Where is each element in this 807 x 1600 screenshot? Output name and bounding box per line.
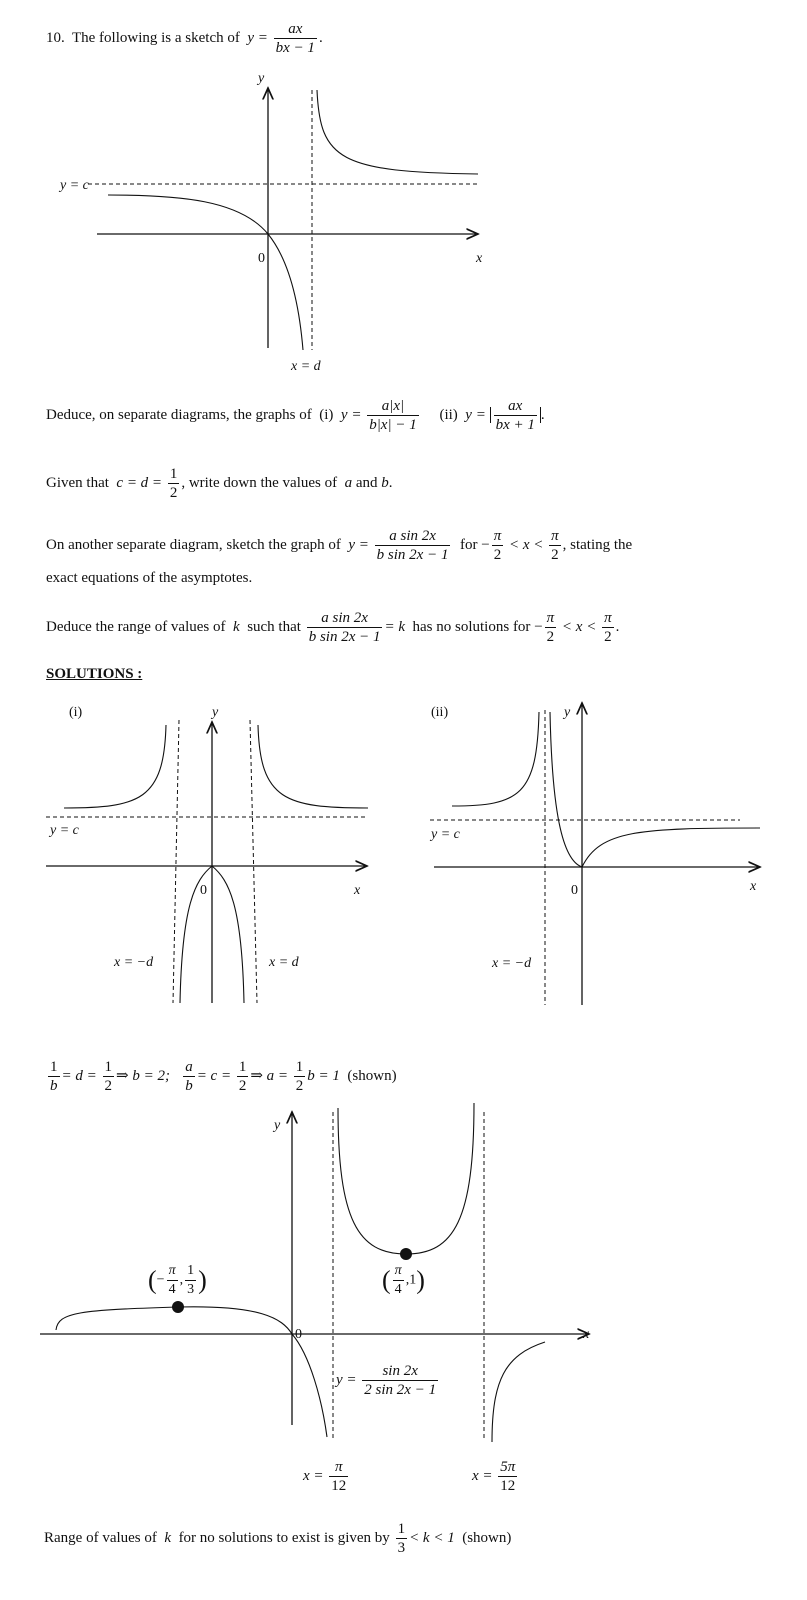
shown-tag: (shown) [347,1067,397,1084]
shown-tag: (shown) [462,1529,512,1546]
fraction-numerator: a sin 2x [307,609,383,628]
graph-i-label: (i) [69,705,83,720]
fraction-numerator: 1 [295,1059,304,1075]
result-a-value: b = 1 [307,1067,340,1084]
fraction-denominator: 2 [551,547,559,563]
y-axis-label: y [212,705,219,720]
period: . [318,29,323,46]
sketch-text-b: , stating the [562,536,633,553]
v-asymptote-label: x = d [291,359,321,374]
fraction-denominator: 2 [295,1078,304,1094]
fraction-numerator: π [551,528,559,544]
var-k: k [233,618,240,635]
fraction-denominator: b [185,1078,193,1094]
result-a: ⇒ a = [250,1067,289,1084]
fraction-numerator: π [329,1458,348,1477]
sketch-eq-y: y = [348,536,369,553]
part-ii-eq-y: y = [465,406,486,423]
point-left-label: (− $\frac{\pi}{4}$ , $\frac{1}{3}$ ) [148,1263,207,1297]
h-asymptote-label: y = c [60,178,89,193]
y-axis-label: y [258,71,265,86]
equals-c: = c = [196,1067,232,1084]
period: . [540,406,545,423]
fraction-denominator: b [50,1078,58,1094]
period: . [388,474,393,491]
question-number: 10. [46,29,65,46]
fraction-denominator: b sin 2x − 1 [376,547,449,563]
y-axis-label: y [274,1118,281,1133]
equals-d: = d = [61,1067,97,1084]
pi-over-4 [167,1262,178,1299]
fraction-numerator: a [185,1059,193,1075]
x-axis-label: x [476,251,483,266]
fraction-denominator: bx + 1 [495,417,535,433]
part-i-label: (i) [319,406,334,423]
h-asymptote-label: y = c [50,823,79,838]
asymptote-1-label [303,1458,350,1495]
curve-fraction [362,1362,438,1399]
question-intro: The following is a sketch of [71,29,240,46]
sketch-line-2: exact equations of the asymptotes. [46,570,253,586]
fraction-numerator: 1 [169,466,178,482]
range-text-c: has no solutions for [412,618,531,635]
fraction-denominator: b|x| − 1 [369,417,417,433]
fraction-denominator: 2 [604,629,612,645]
fraction-numerator: ax [274,20,317,39]
right-branch [492,1342,545,1442]
deduce-text: Deduce, on separate diagrams, the graphs of [46,406,312,423]
middle-branch [338,1103,474,1254]
fraction-numerator: a|x| [367,397,419,416]
origin-label: 0 [295,1327,302,1342]
fraction-denominator: 2 sin 2x − 1 [364,1382,437,1398]
part-ii-label: (ii) [439,406,458,423]
fraction-numerator: 5π [500,1459,516,1475]
point-middle-label: ( $\frac{\pi}{4}$ ,1) [382,1263,425,1297]
graph-ii-label: (ii) [431,705,449,720]
equals-k: = k [384,618,406,635]
fraction-numerator: 1 [185,1262,196,1281]
fraction-denominator: 3 [187,1282,195,1297]
fraction-denominator: 2 [546,629,555,645]
minus-sign: − [534,618,543,635]
curve-eq-y: y = [336,1371,357,1388]
given-condition: c = d = [116,474,163,491]
left-asymptote-label: x = −d [114,955,154,970]
fraction-denominator: 3 [397,1540,406,1556]
minus-sign: − [481,536,490,553]
part-i-eq-y: y = [340,406,362,423]
fraction-denominator: bx − 1 [275,40,315,56]
fraction-denominator: 2 [493,547,502,563]
var-a: a [344,474,353,491]
fraction-denominator: 12 [331,1478,347,1494]
fraction-denominator: 2 [104,1078,112,1094]
origin-label: 0 [571,883,578,898]
x-axis-label: x [583,1327,590,1342]
point-y-value: ,1 [405,1272,417,1288]
fraction-numerator: 1 [397,1521,406,1537]
var-b: b [381,474,389,491]
pi-over-12 [329,1458,348,1495]
given-text-b: , write down the values of [181,474,338,491]
fraction-numerator: π [604,610,612,626]
range-middle: < x < [508,536,544,553]
fraction-numerator: π [167,1262,178,1281]
fraction-numerator: 1 [50,1059,58,1075]
fraction-numerator: ax [494,397,537,416]
5pi-over-12 [498,1458,517,1495]
fraction-denominator: 2 [169,485,178,501]
point-min-middle [400,1248,412,1260]
sketch-text: On another separate diagram, sketch the graph of [46,536,341,553]
fraction-numerator: sin 2x [362,1362,438,1381]
range-middle: < x < [561,618,597,635]
given-text: Given that [46,474,109,491]
fraction-numerator: π [493,528,502,544]
inequality: < k < 1 [409,1529,455,1546]
fraction-denominator: 2 [238,1078,247,1094]
for-word: for [459,536,478,553]
final-line [44,1520,511,1557]
h-asymptote-label: y = c [431,827,460,842]
origin-label: 0 [200,883,207,898]
pi-over-4 [393,1262,404,1299]
x-equals: x = [303,1467,324,1484]
fraction-denominator: b sin 2x − 1 [308,629,381,645]
asymptote-2-label [472,1458,519,1495]
fraction-numerator: π [546,610,555,626]
solutions-heading: SOLUTIONS : [46,666,143,682]
y-axis-label: y [564,705,571,720]
final-text: Range of values of [44,1529,157,1546]
var-k: k [164,1529,172,1546]
fraction-numerator: π [393,1262,404,1281]
fraction-numerator: 1 [238,1059,247,1075]
right-asymptote-label: x = d [269,955,299,970]
period: . [615,618,620,635]
left-branch [56,1307,327,1437]
and-word: and [355,474,378,491]
question-eq-y: y = [247,29,268,46]
minus-sign: − [156,1272,165,1288]
fraction-denominator: 4 [394,1282,402,1297]
final-text-b: for no solutions to exist is given by [178,1529,390,1546]
fraction-denominator: 12 [500,1478,516,1494]
origin-label: 0 [258,251,265,266]
one-third [185,1262,196,1299]
one-third [396,1520,408,1557]
result-b: ⇒ b = 2; [116,1067,170,1084]
fraction-numerator: a sin 2x [375,527,451,546]
curve-equation [336,1362,440,1399]
range-text-b: such that [247,618,301,635]
fraction-numerator: 1 [104,1059,112,1075]
x-axis-label: x [354,883,361,898]
x-axis-label: x [750,879,757,894]
asymptote-label: x = −d [492,956,532,971]
point-min-left [172,1301,184,1313]
range-text: Deduce the range of values of [46,618,226,635]
fraction-denominator: 4 [168,1282,176,1297]
x-equals: x = [472,1467,493,1484]
